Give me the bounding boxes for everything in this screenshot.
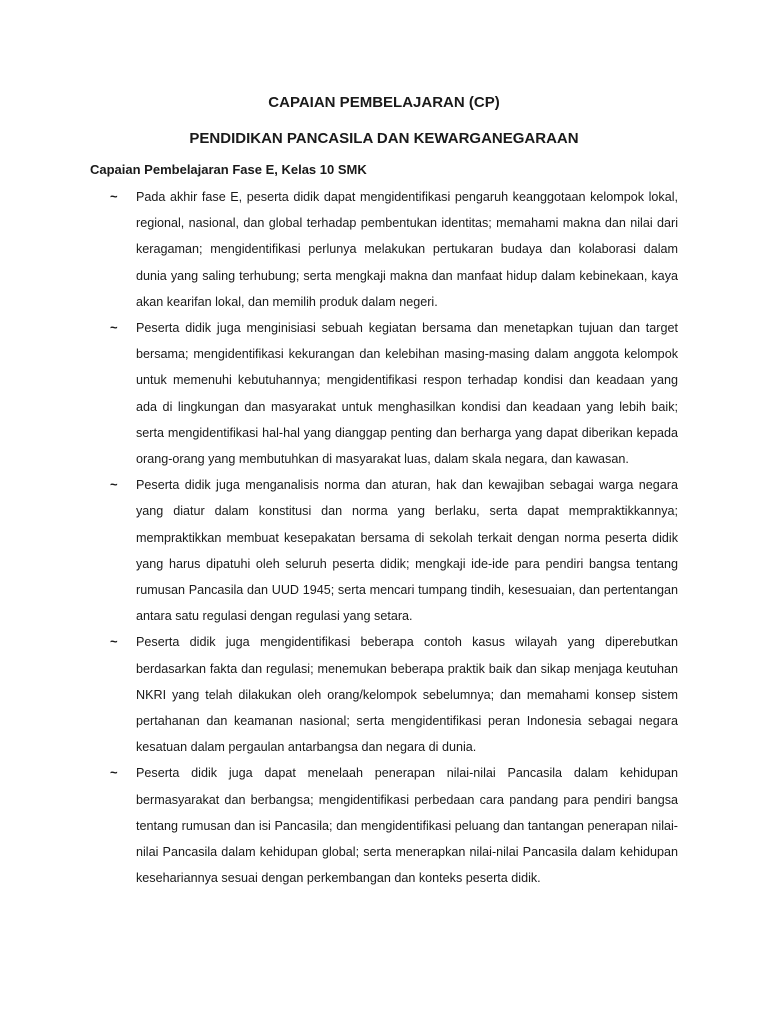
list-item <box>90 472 678 629</box>
tilde-bullet-icon: ~ <box>110 477 118 493</box>
list-item <box>90 184 678 315</box>
tilde-bullet-icon: ~ <box>110 189 118 204</box>
tilde-bullet-icon: ~ <box>110 765 118 781</box>
list-item <box>90 760 678 891</box>
learning-outcomes-list <box>90 184 678 891</box>
list-item-text: Peserta didik juga dapat menelaah penerapan nilai-nilai Pancasila dalam kehidupan bermasyarakat dan berbangsa; mengidentifikasi perbedaan cara pandang para pendiri bangsa tentang rumusan dan isi Pancasila; dan mengidentifikasi peluang dan tantangan penerapan nilai-nilai Pancasila dalam kehidupan global; serta menerapkan nilai-nilai Pancasila dalam kehidupan kesehariannya sesuai dengan perkembangan dan konteks peserta didik. <box>136 766 678 886</box>
list-item-text: Peserta didik juga mengidentifikasi beberapa contoh kasus wilayah yang diperebutkan berdasarkan fakta dan regulasi; menemukan beberapa praktik baik dan sikap menjaga keutuhan NKRI yang telah dilakukan oleh orang/kelompok sebelumnya; dan memahami konsep sistem pertahanan dan keamanan nasional; serta mengidentifikasi peran Indonesia sebagai negara kesatuan dalam pergaulan antarbangsa dan negara di dunia. <box>136 635 678 755</box>
tilde-bullet-icon: ~ <box>110 634 118 650</box>
tilde-bullet-icon: ~ <box>110 320 118 336</box>
list-item-text: Peserta didik juga menganalisis norma dan aturan, hak dan kewajiban sebagai warga negara yang diatur dalam konstitusi dan norma yang berlaku, serta dapat mempraktikkannya; mempraktikkan membuat kesepakatan bersama di sekolah terkait dengan norma peserta didik yang harus dipatuhi oleh seluruh peserta didik; mengkaji ide-ide para pendiri bangsa tentang rumusan Pancasila dan UUD 1945; serta mencari tumpang tindih, kesesuaian, dan pertentangan antara satu regulasi dengan regulasi yang setara. <box>136 478 678 624</box>
list-item-text: Peserta didik juga menginisiasi sebuah kegiatan bersama dan menetapkan tujuan dan target bersama; mengidentifikasi kekurangan dan kelebihan masing-masing dalam anggota kelompok untuk memenuhi kebutuhannya; mengidentifikasi respon terhadap kondisi dan keadaan yang ada di lingkungan dan masyarakat untuk menghasilkan kondisi dan keadaan yang lebih baik; serta mengidentifikasi hal-hal yang dianggap penting dan berharga yang dapat diberikan kepada orang-orang yang membutuhkan di masyarakat luas, dalam skala negara, dan kawasan. <box>136 321 678 467</box>
list-item-text: Pada akhir fase E, peserta didik dapat mengidentifikasi pengaruh keanggotaan kelompok lokal, regional, nasional, dan global terhadap pembentukan identitas; memahami makna dan nilai dari keragaman; mengidentifikasi perlunya melakukan pertukaran budaya dan kolaborasi dalam dunia yang saling terhubung; serta mengkaji makna dan manfaat hidup dalam kebinekaan, kaya akan kearifan lokal, dan memilih produk dalam negeri. <box>136 190 678 309</box>
document-subtitle: PENDIDIKAN PANCASILA DAN KEWARGANEGARAAN <box>189 130 579 147</box>
list-item <box>90 315 678 472</box>
section-heading: Capaian Pembelajaran Fase E, Kelas 10 SMK <box>90 162 367 177</box>
list-item <box>90 629 678 760</box>
document-title: CAPAIAN PEMBELAJARAN (CP) <box>268 94 500 111</box>
